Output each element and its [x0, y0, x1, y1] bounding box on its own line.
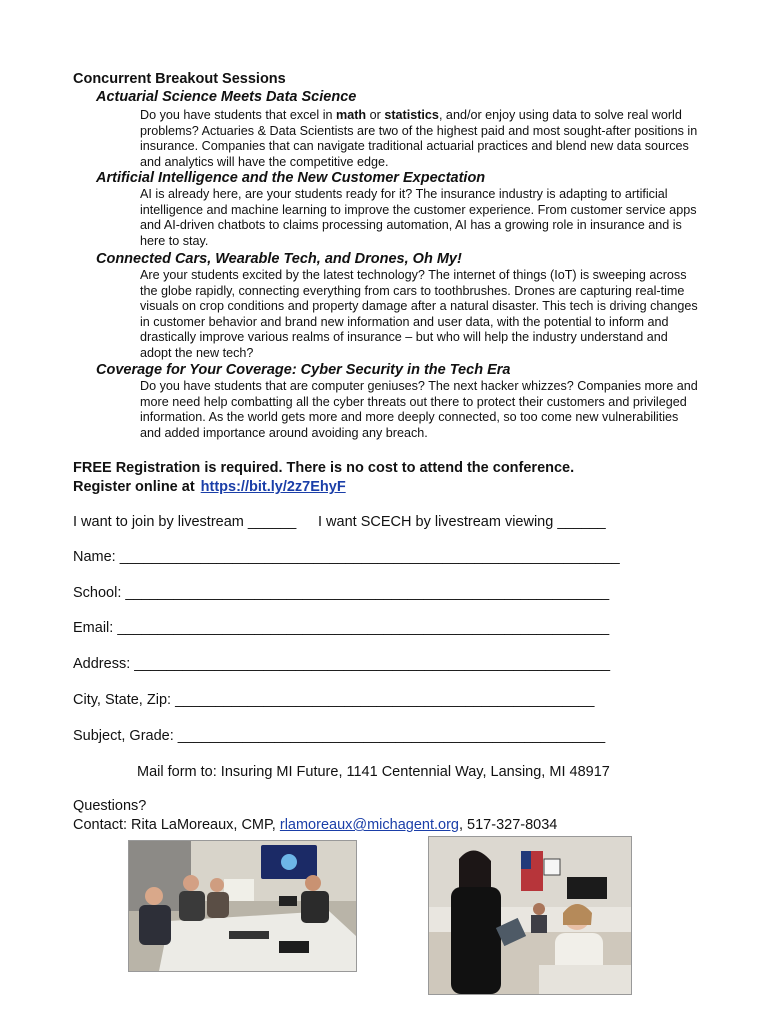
classroom-photo [428, 836, 632, 995]
session-title-actuarial: Actuarial Science Meets Data Science [96, 89, 357, 105]
meeting-room-photo [128, 840, 357, 972]
school-field[interactable]: School: ____________________________________________________________ [73, 585, 610, 601]
session-body-ai: AI is already here, are your students ready for it? The insurance industry is adapting to artificial intelligence and machine learning to improve the customer experience. From customer service apps and AI-driven chatbots to claims processing automation, AI has a growing role in insurance and is here to stay. [140, 187, 697, 248]
questions-label: Questions? [73, 798, 147, 814]
address-field[interactable]: Address: ___________________________________________________________ [73, 656, 611, 672]
page-heading: Concurrent Breakout Sessions [73, 71, 286, 87]
session-body-cyber: Do you have students that are computer geniuses? The next hacker whizzes? Companies more and more need help combatting all the cyber threats out there to protect their customers and privileged information. As the world gets more and more deeply connected, so too come new vulnerabilities and added importance around avoiding any breach. [140, 379, 698, 440]
contact-line [73, 817, 557, 833]
session-body-connected: Are your students excited by the latest technology? The internet of things (IoT) is sweeping across the globe rapidly, connecting everything from cars to toothbrushes. Drones are capturing real-time visuals on crop conditions and property damage after a natural disaster. This tech is driving changes in customer behavior and brand new information and user data, with the potential to inform and drastically improve various realms of insurance – but who will help the industry understand and adopt the new tech? [140, 268, 698, 360]
mail-to-line: Mail form to: Insuring MI Future, 1141 Centennial Way, Lansing, MI 48917 [137, 764, 610, 780]
session-title-ai: Artificial Intelligence and the New Customer Expectation [96, 170, 486, 186]
register-online-label: Register online at [73, 479, 195, 495]
registration-link[interactable]: https://bit.ly/2z7EhyF [200, 479, 346, 495]
register-online-line [73, 479, 346, 495]
free-registration-line: FREE Registration is required. There is no cost to attend the conference. [73, 460, 575, 476]
livestream-field[interactable]: I want to join by livestream ______ [73, 514, 297, 530]
contact-prefix: Contact: Rita LaMoreaux, CMP, [73, 817, 280, 833]
meeting-room-illustration [129, 841, 356, 971]
contact-email-link[interactable]: rlamoreaux@michagent.org [279, 817, 459, 833]
name-field[interactable]: Name: ______________________________________________________________ [73, 549, 620, 565]
contact-suffix: , 517-327-8034 [459, 817, 558, 833]
session-title-connected: Connected Cars, Wearable Tech, and Drones, Oh My! [96, 251, 462, 267]
session-body-actuarial: Do you have students that excel in math or statistics, and/or enjoy using data to solve real world problems? Actuaries & Data Scientists are two of the highest paid and most sought-after positions in insurance. Companies that can navigate traditional actuarial practices and blend new data sources and analytics will have the competitive edge. [140, 108, 698, 169]
classroom-illustration [429, 837, 631, 994]
scech-field[interactable]: I want SCECH by livestream viewing ______ [318, 514, 606, 530]
session-title-cyber: Coverage for Your Coverage: Cyber Security in the Tech Era [96, 362, 511, 378]
city-state-zip-field[interactable]: City, State, Zip: ____________________________________________________ [73, 692, 595, 708]
subject-grade-field[interactable]: Subject, Grade: _____________________________________________________ [73, 728, 606, 744]
email-field[interactable]: Email: _____________________________________________________________ [73, 620, 610, 636]
